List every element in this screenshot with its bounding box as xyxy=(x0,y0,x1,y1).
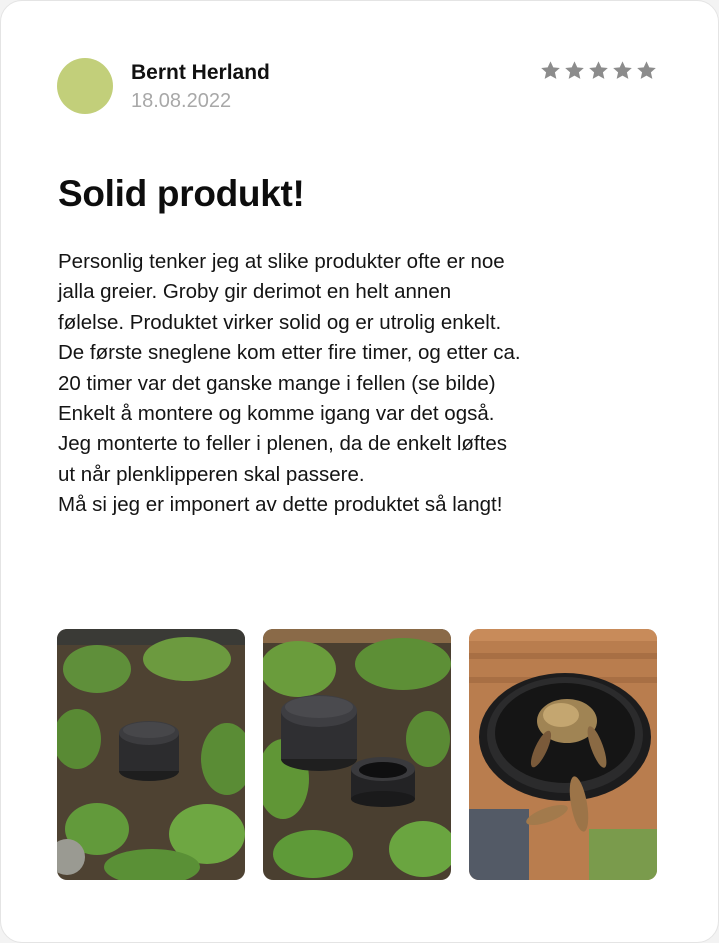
review-body-line: De første sneglene kom etter fire timer, og etter ca. xyxy=(58,341,521,365)
review-body-line: 20 timer var det ganske mange i fellen (se bilde) xyxy=(58,371,496,395)
photo-snails-in-trap-icon xyxy=(469,629,657,880)
review-body-line: Jeg monterte to feller i plenen, da de enkelt løftes xyxy=(58,432,507,456)
review-body-line: følelse. Produktet virker solid og er utrolig enkelt. xyxy=(58,310,502,334)
avatar xyxy=(57,58,113,114)
review-date: 18.08.2022 xyxy=(131,90,232,112)
review-body-line: Må si jeg er imponert av dette produktet så langt! xyxy=(58,493,503,517)
review-body xyxy=(58,247,658,521)
star-icon xyxy=(587,59,610,82)
review-title: Solid produkt! xyxy=(58,173,305,214)
review-body-line: Personlig tenker jeg at slike produkter ofte er noe xyxy=(58,250,505,273)
review-photo-2[interactable] xyxy=(263,629,451,880)
star-rating xyxy=(539,59,658,82)
review-photos xyxy=(57,629,657,880)
star-icon xyxy=(635,59,658,82)
author-name: Bernt Herland xyxy=(131,61,270,84)
review-photo-3[interactable] xyxy=(469,629,657,880)
star-icon xyxy=(539,59,562,82)
review-body-line: ut når plenklipperen skal passere. xyxy=(58,462,365,486)
photo-trap-in-soil-icon xyxy=(57,629,245,880)
star-icon xyxy=(611,59,634,82)
review-body-line: jalla greier. Groby gir derimot en helt annen xyxy=(58,280,452,304)
review-photo-1[interactable] xyxy=(57,629,245,880)
photo-trap-opened-icon xyxy=(263,629,451,880)
review-body-line: Enkelt å montere og komme igang var det også. xyxy=(58,402,495,426)
star-icon xyxy=(563,59,586,82)
